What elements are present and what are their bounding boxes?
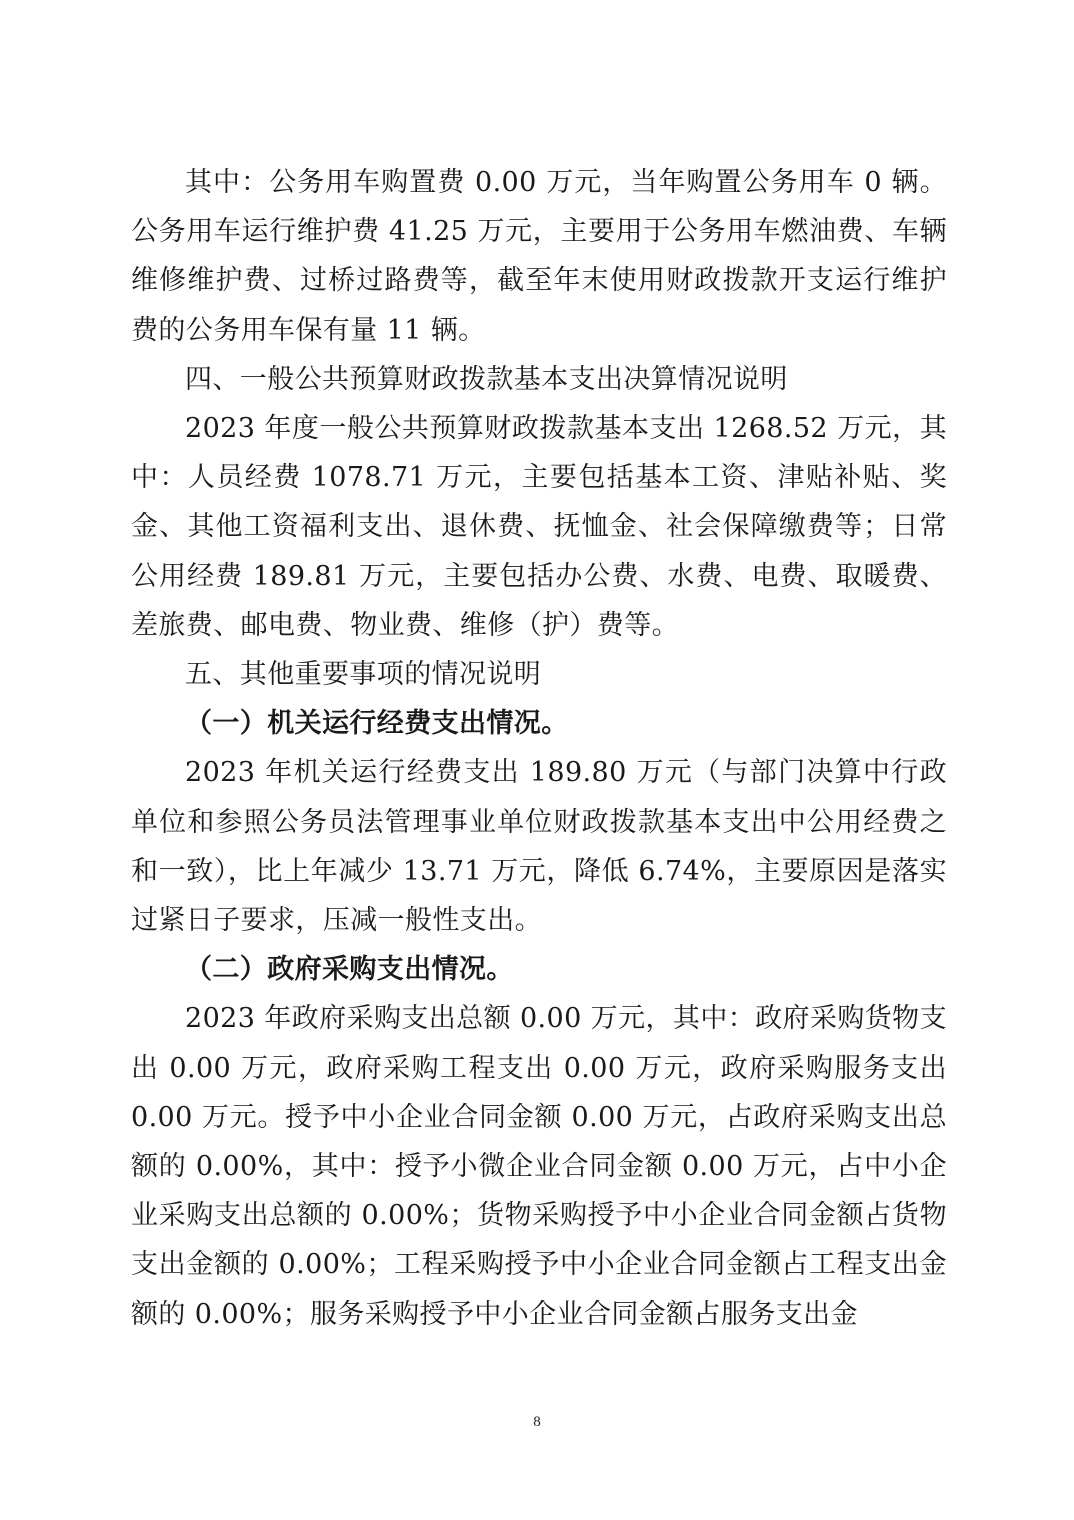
page-number: 8 <box>533 1414 541 1430</box>
paragraph-operating-costs: 2023 年机关运行经费支出 189.80 万元（与部门决算中行政单位和参照公务员法管理事业单位财政拨款基本支出中公用经费之和一致），比上年减少 13.71 万元，降低 6.74%，主要原因是落实过紧日子要求，压减一般性支出。 <box>131 757 947 937</box>
subheading-government-procurement: （二）政府采购支出情况。 <box>185 954 514 986</box>
section-heading-basic-expenditure: 四、一般公共预算财政拨款基本支出决算情况说明 <box>185 363 788 395</box>
subheading-operating-costs: （一）机关运行经费支出情况。 <box>185 708 569 740</box>
paragraph-vehicle-costs: 其中：公务用车购置费 0.00 万元，当年购置公务用车 0 辆。公务用车运行维护费 41.25 万元，主要用于公务用车燃油费、车辆维修维护费、过桥过路费等，截至年末使用财政拨款开支运行维护费的公务用车保有量 11 辆。 <box>131 167 947 346</box>
paragraph-basic-expenditure: 2023 年度一般公共预算财政拨款基本支出 1268.52 万元，其中：人员经费 1078.71 万元，主要包括基本工资、津贴补贴、奖金、其他工资福利支出、退休费、抚恤金、社会保障缴费等；日常公用经费 189.81 万元，主要包括办公费、水费、电费、取暖费、差旅费、邮电费、物业费、维修（护）费等。 <box>131 413 947 641</box>
paragraph-government-procurement: 2023 年政府采购支出总额 0.00 万元，其中：政府采购货物支出 0.00 万元，政府采购工程支出 0.00 万元，政府采购服务支出 0.00 万元。授予中小企业合同金额 0.00 万元，占政府采购支出总额的 0.00%，其中：授予小微企业合同金额 0.00 万元，占中小企业采购支出总额的 0.00%；货物采购授予中小企业合同金额占货物支出金额的 0.00%；工程采购授予中小企业合同金额占工程支出金额的 0.00%；服务采购授予中小企业合同金额占服务支出金 <box>131 1003 947 1330</box>
section-heading-other-matters: 五、其他重要事项的情况说明 <box>185 659 542 691</box>
document-body <box>131 158 947 1339</box>
